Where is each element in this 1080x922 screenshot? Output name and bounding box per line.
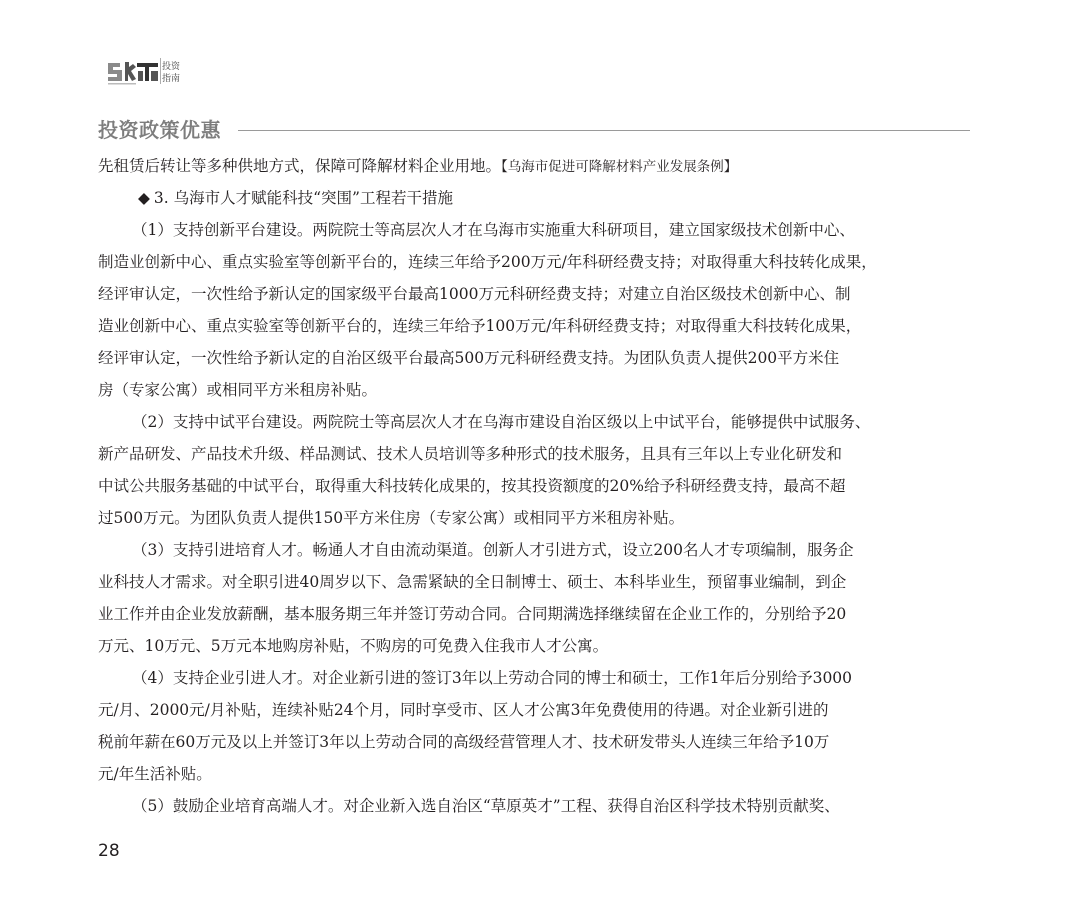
paragraph-line: 过500万元。为团队负责人提供150平方米住房（专家公寓）或相同平方米租房补贴。 xyxy=(98,509,685,527)
paragraph-line: 制造业创新中心、重点实验室等创新平台的，连续三年给予200万元/年科研经费支持；对取得重大科技转化成果， xyxy=(98,253,877,271)
paragraph-5 xyxy=(98,790,972,822)
logo-graphic xyxy=(106,55,198,87)
paragraph-line: 元/月、2000元/月补贴，连续补贴24个月，同时享受市、区人才公寓3年免费使用的待遇。对企业新引进的 xyxy=(98,701,829,719)
paragraph-line: 经评审认定，一次性给予新认定的国家级平台最高1000万元科研经费支持；对建立自治区级技术创新中心、制 xyxy=(98,285,851,303)
paragraph-line: 新产品研发、产品技术升级、样品测试、技术人员培训等多种形式的技术服务，且具有三年以上专业化研发和 xyxy=(98,445,843,463)
section-title-rule xyxy=(238,130,970,131)
paragraph-line: （5）鼓励企业培育高端人才。对企业新入选自治区“草原英才”工程、获得自治区科学技术特别贡献奖、 xyxy=(132,797,840,815)
paragraph-line: （2）支持中试平台建设。两院院士等高层次人才在乌海市建设自治区级以上中试平台，能够提供中试服务、 xyxy=(132,413,871,431)
paragraph-line: 中试公共服务基础的中试平台，取得重大科技转化成果的，按其投资额度的20%给予科研经费支持，最高不超 xyxy=(98,477,846,495)
paragraph-line: 元/年生活补贴。 xyxy=(98,765,212,783)
paragraph-line: 万元、10万元、5万元本地购房补贴，不购房的可免费入住我市人才公寓。 xyxy=(98,637,609,655)
paragraph-line: （1）支持创新平台建设。两院院士等高层次人才在乌海市实施重大科研项目，建立国家级技术创新中心、 xyxy=(132,221,855,239)
paragraph-line: 房（专家公寓）或相同平方米租房补贴。 xyxy=(98,381,378,399)
intro-line xyxy=(98,150,972,182)
paragraph-line: （4）支持企业引进人才。对企业新引进的签订3年以上劳动合同的博士和硕士，工作1年后分别给予3000 xyxy=(132,669,853,687)
source-reference: 【乌海市促进可降解材料产业发展条例】 xyxy=(501,159,738,175)
subsection-heading xyxy=(98,182,972,214)
paragraph-3 xyxy=(98,534,972,662)
logo-text-group xyxy=(162,60,181,84)
paragraph-2 xyxy=(98,406,972,534)
logo-text-line2: 指南 xyxy=(162,74,181,84)
paragraph-line: 税前年薪在60万元及以上并签订3年以上劳动合同的高级经营管理人才、技术研发带头人连续三年给予10万 xyxy=(98,733,830,751)
section-title: 投资政策优惠 xyxy=(98,118,221,142)
paragraph-line: 业科技人才需求。对全职引进40周岁以下、急需紧缺的全日制博士、硕士、本科毕业生，预留事业编制，到企 xyxy=(98,573,847,591)
paragraph-line: 经评审认定，一次性给予新认定的自治区级平台最高500万元科研经费支持。为团队负责人提供200平方米住 xyxy=(98,349,840,367)
article-body xyxy=(98,150,972,822)
paragraph-line: 业工作并由企业发放薪酬，基本服务期三年并签订劳动合同。合同期满选择继续留在企业工作的，分别给予20 xyxy=(98,605,847,623)
paragraph-4 xyxy=(98,662,972,790)
intro-text: 先租赁后转让等多种供地方式，保障可降解材料企业用地。 xyxy=(98,157,502,175)
paragraph-line: （3）支持引进培育人才。畅通人才自由流动渠道。创新人才引进方式，设立200名人才专项编制，服务企 xyxy=(132,541,854,559)
page-number: 28 xyxy=(98,841,120,861)
paragraph-line: 造业创新中心、重点实验室等创新平台的，连续三年给予100万元/年科研经费支持；对取得重大科技转化成果， xyxy=(98,317,862,335)
publication-logo xyxy=(106,55,198,87)
paragraph-1 xyxy=(98,214,972,406)
logo-text-line1: 投资 xyxy=(162,62,181,72)
subsection-heading-text: 3. 乌海市人才赋能科技“突围”工程若干措施 xyxy=(153,189,453,207)
diamond-bullet-icon: ◆ xyxy=(138,189,150,207)
